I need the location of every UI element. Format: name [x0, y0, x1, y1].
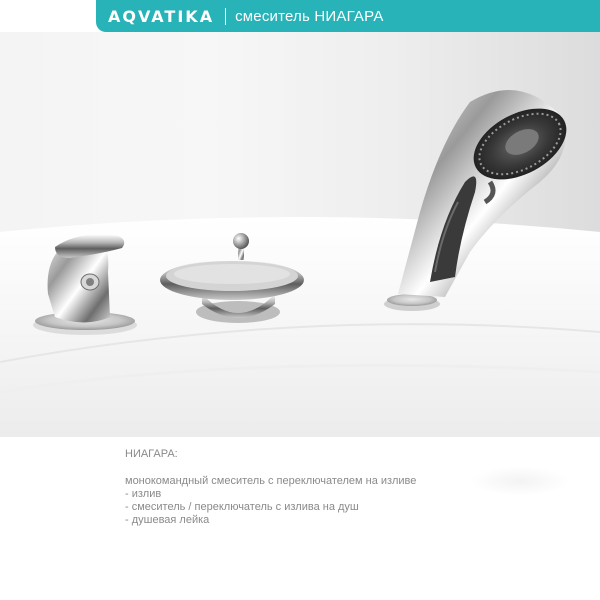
product-title: НИАГАРА:: [125, 448, 178, 460]
product-description: монокомандный смеситель с переключателем на изливе: [125, 475, 417, 487]
product-info: [125, 448, 565, 527]
product-item: - излив: [125, 488, 162, 500]
header-divider: [225, 8, 226, 25]
product-photo: [0, 32, 600, 437]
brand-logo: AQVATIKA: [108, 6, 215, 26]
product-item: - смеситель / переключатель с излива на душ: [125, 501, 359, 513]
product-item: - душевая лейка: [125, 514, 210, 526]
header-banner: [96, 0, 600, 32]
header-title: смеситель НИАГАРА: [235, 7, 384, 25]
